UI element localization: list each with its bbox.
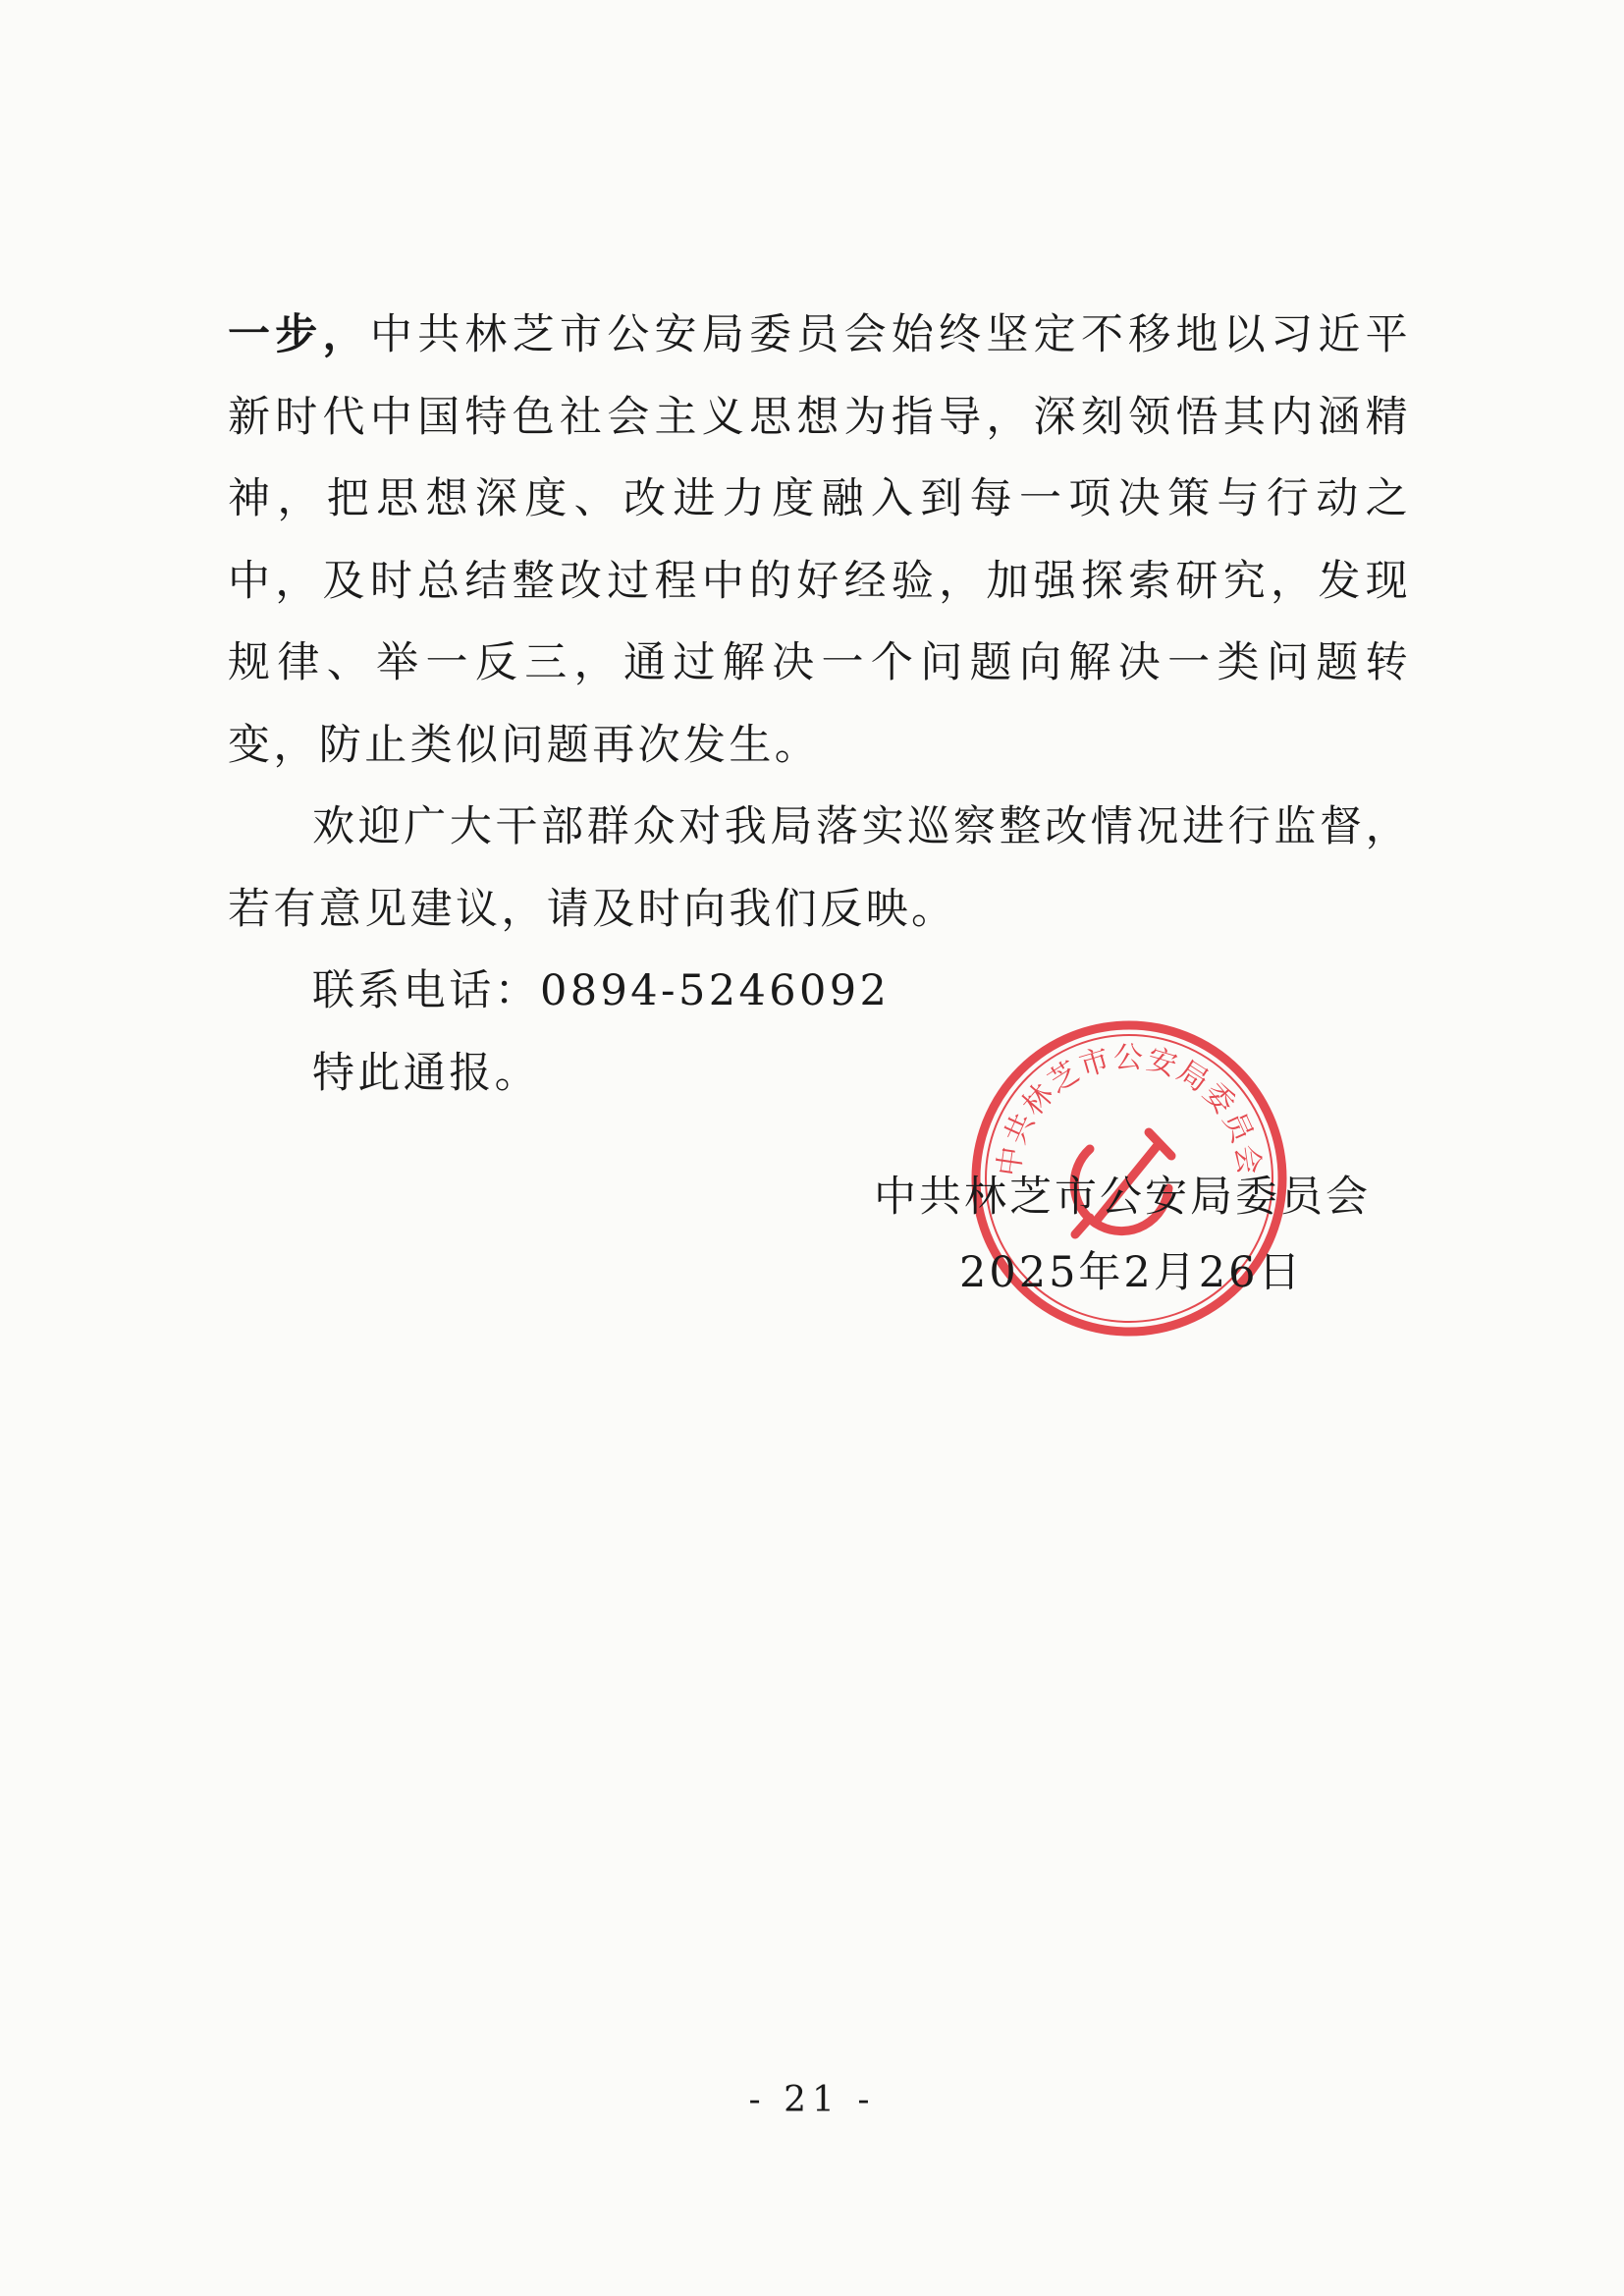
signature-organization: 中共林芝市公安局委员会: [874, 1173, 1371, 1222]
contact-phone: 联系电话：0894-5246092: [312, 966, 891, 1015]
signature-date: 2025年2月26日: [959, 1248, 1304, 1297]
svg-text:中共林芝市公安局委员会: 中共林芝市公安局委员会: [992, 1040, 1267, 1179]
bold-lead: 一步，: [228, 310, 370, 359]
body-text: [228, 295, 1411, 1115]
paragraph-feedback: 欢迎广大干部群众对我局落实巡察整改情况进行监督，若有意见建议，请及时向我们反映。: [228, 802, 1411, 934]
paragraph-continuation-text: 中共林芝市公安局委员会始终坚定不移地以习近平新时代中国特色社会主义思想为指导，深刻领悟其内涵精神，把思想深度、改进力度融入到每一项决策与行动之中，及时总结整改过程中的好经验，加强探索研究，发现规律、举一反三，通过解决一个问题向解决一类问题转变，防止类似问题再次发生。: [228, 310, 1411, 770]
closing-statement: 特此通报。: [312, 1048, 540, 1098]
paragraph-continuation: [228, 295, 1411, 787]
page-number: - 21 -: [748, 2080, 876, 2120]
